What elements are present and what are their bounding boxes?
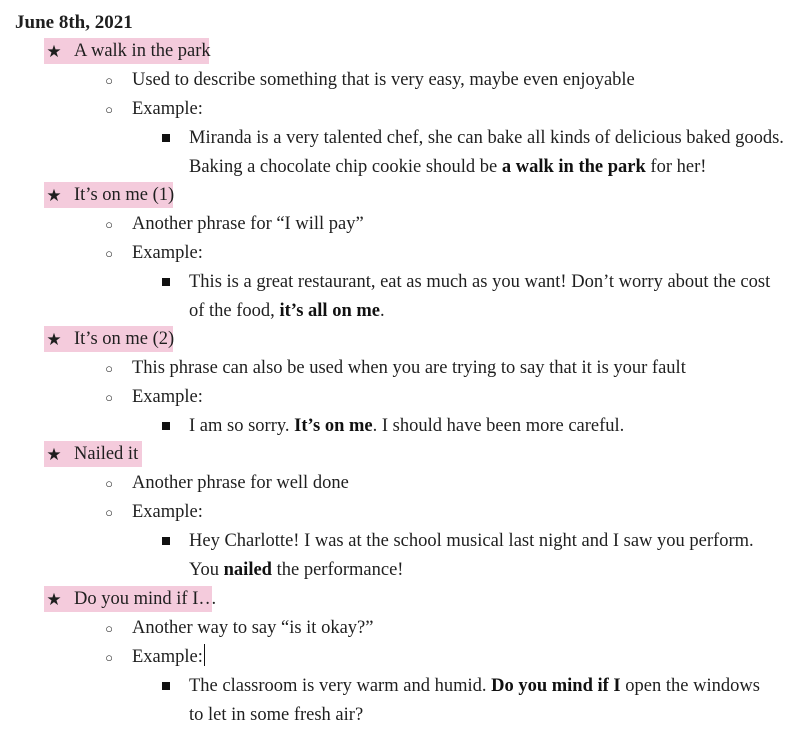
star-bullet-icon: ★ xyxy=(46,590,62,609)
example-text: . xyxy=(379,301,385,321)
term-5[interactable]: Do you mind if I… xyxy=(74,589,217,609)
definition-3[interactable]: This phrase can also be used when you are trying to say that it is your fault xyxy=(132,358,686,378)
square-bullet-icon xyxy=(162,278,170,286)
term-1[interactable]: A walk in the park xyxy=(74,41,211,61)
term-2[interactable]: It’s on me (1) xyxy=(74,185,175,205)
example-text: to let in some fresh air? xyxy=(189,705,364,725)
circle-bullet-icon: ○ xyxy=(105,390,113,405)
example-text: the performance! xyxy=(271,560,404,580)
definition-2[interactable]: Another phrase for “I will pay” xyxy=(132,214,364,234)
example-3-line-1[interactable] xyxy=(189,412,624,441)
date-heading: June 8th, 2021 xyxy=(15,12,133,33)
star-bullet-icon: ★ xyxy=(46,186,62,205)
circle-bullet-icon: ○ xyxy=(105,621,113,636)
star-bullet-icon: ★ xyxy=(46,445,62,464)
circle-bullet-icon: ○ xyxy=(105,505,113,520)
example-label-1[interactable]: Example: xyxy=(132,99,203,119)
example-4-line-2[interactable] xyxy=(189,556,403,585)
definition-1[interactable]: Used to describe something that is very easy, maybe even enjoyable xyxy=(132,70,635,90)
square-bullet-icon xyxy=(162,422,170,430)
example-2-line-2[interactable] xyxy=(189,297,385,326)
example-5-line-2[interactable] xyxy=(189,701,363,730)
example-label-text: Example: xyxy=(132,647,203,667)
circle-bullet-icon: ○ xyxy=(105,650,113,665)
example-text: Miranda is a very talented chef, she can bake all kinds of delicious baked goods. xyxy=(189,128,784,148)
example-bold-phrase: a walk in the park xyxy=(501,157,646,177)
square-bullet-icon xyxy=(162,682,170,690)
circle-bullet-icon: ○ xyxy=(105,102,113,117)
example-text: Baking a chocolate chip cookie should be xyxy=(189,157,502,177)
example-1-line-1[interactable] xyxy=(189,124,784,153)
circle-bullet-icon: ○ xyxy=(105,361,113,376)
example-bold-phrase: Do you mind if I xyxy=(491,676,621,696)
circle-bullet-icon: ○ xyxy=(105,217,113,232)
example-2-line-1[interactable] xyxy=(189,268,770,297)
example-4-line-1[interactable] xyxy=(189,527,754,556)
square-bullet-icon xyxy=(162,134,170,142)
example-text: for her! xyxy=(645,157,707,177)
square-bullet-icon xyxy=(162,537,170,545)
star-bullet-icon: ★ xyxy=(46,330,62,349)
definition-5[interactable]: Another way to say “is it okay?” xyxy=(132,618,374,638)
circle-bullet-icon: ○ xyxy=(105,73,113,88)
example-text: This is a great restaurant, eat as much as you want! Don’t worry about the cost xyxy=(189,272,771,292)
example-text: . I should have been more careful. xyxy=(372,416,625,436)
star-bullet-icon: ★ xyxy=(46,42,62,61)
example-label-4[interactable]: Example: xyxy=(132,502,203,522)
circle-bullet-icon: ○ xyxy=(105,476,113,491)
term-4[interactable]: Nailed it xyxy=(74,444,139,464)
example-text: The classroom is very warm and humid. xyxy=(189,676,492,696)
example-1-line-2[interactable] xyxy=(189,153,706,182)
example-text: Hey Charlotte! I was at the school musical last night and I saw you perform. xyxy=(189,531,754,551)
example-text: I am so sorry. xyxy=(189,416,295,436)
text-cursor xyxy=(204,644,205,666)
example-label-5[interactable] xyxy=(132,643,205,672)
example-text: of the food, xyxy=(189,301,280,321)
example-bold-phrase: nailed xyxy=(223,560,272,580)
example-text: open the windows xyxy=(620,676,760,696)
example-bold-phrase: It’s on me xyxy=(294,416,373,436)
definition-4[interactable]: Another phrase for well done xyxy=(132,473,349,493)
term-3[interactable]: It’s on me (2) xyxy=(74,329,175,349)
example-label-3[interactable]: Example: xyxy=(132,387,203,407)
example-label-2[interactable]: Example: xyxy=(132,243,203,263)
example-bold-phrase: it’s all on me xyxy=(279,301,380,321)
example-5-line-1[interactable] xyxy=(189,672,760,701)
circle-bullet-icon: ○ xyxy=(105,246,113,261)
example-text: You xyxy=(189,560,224,580)
